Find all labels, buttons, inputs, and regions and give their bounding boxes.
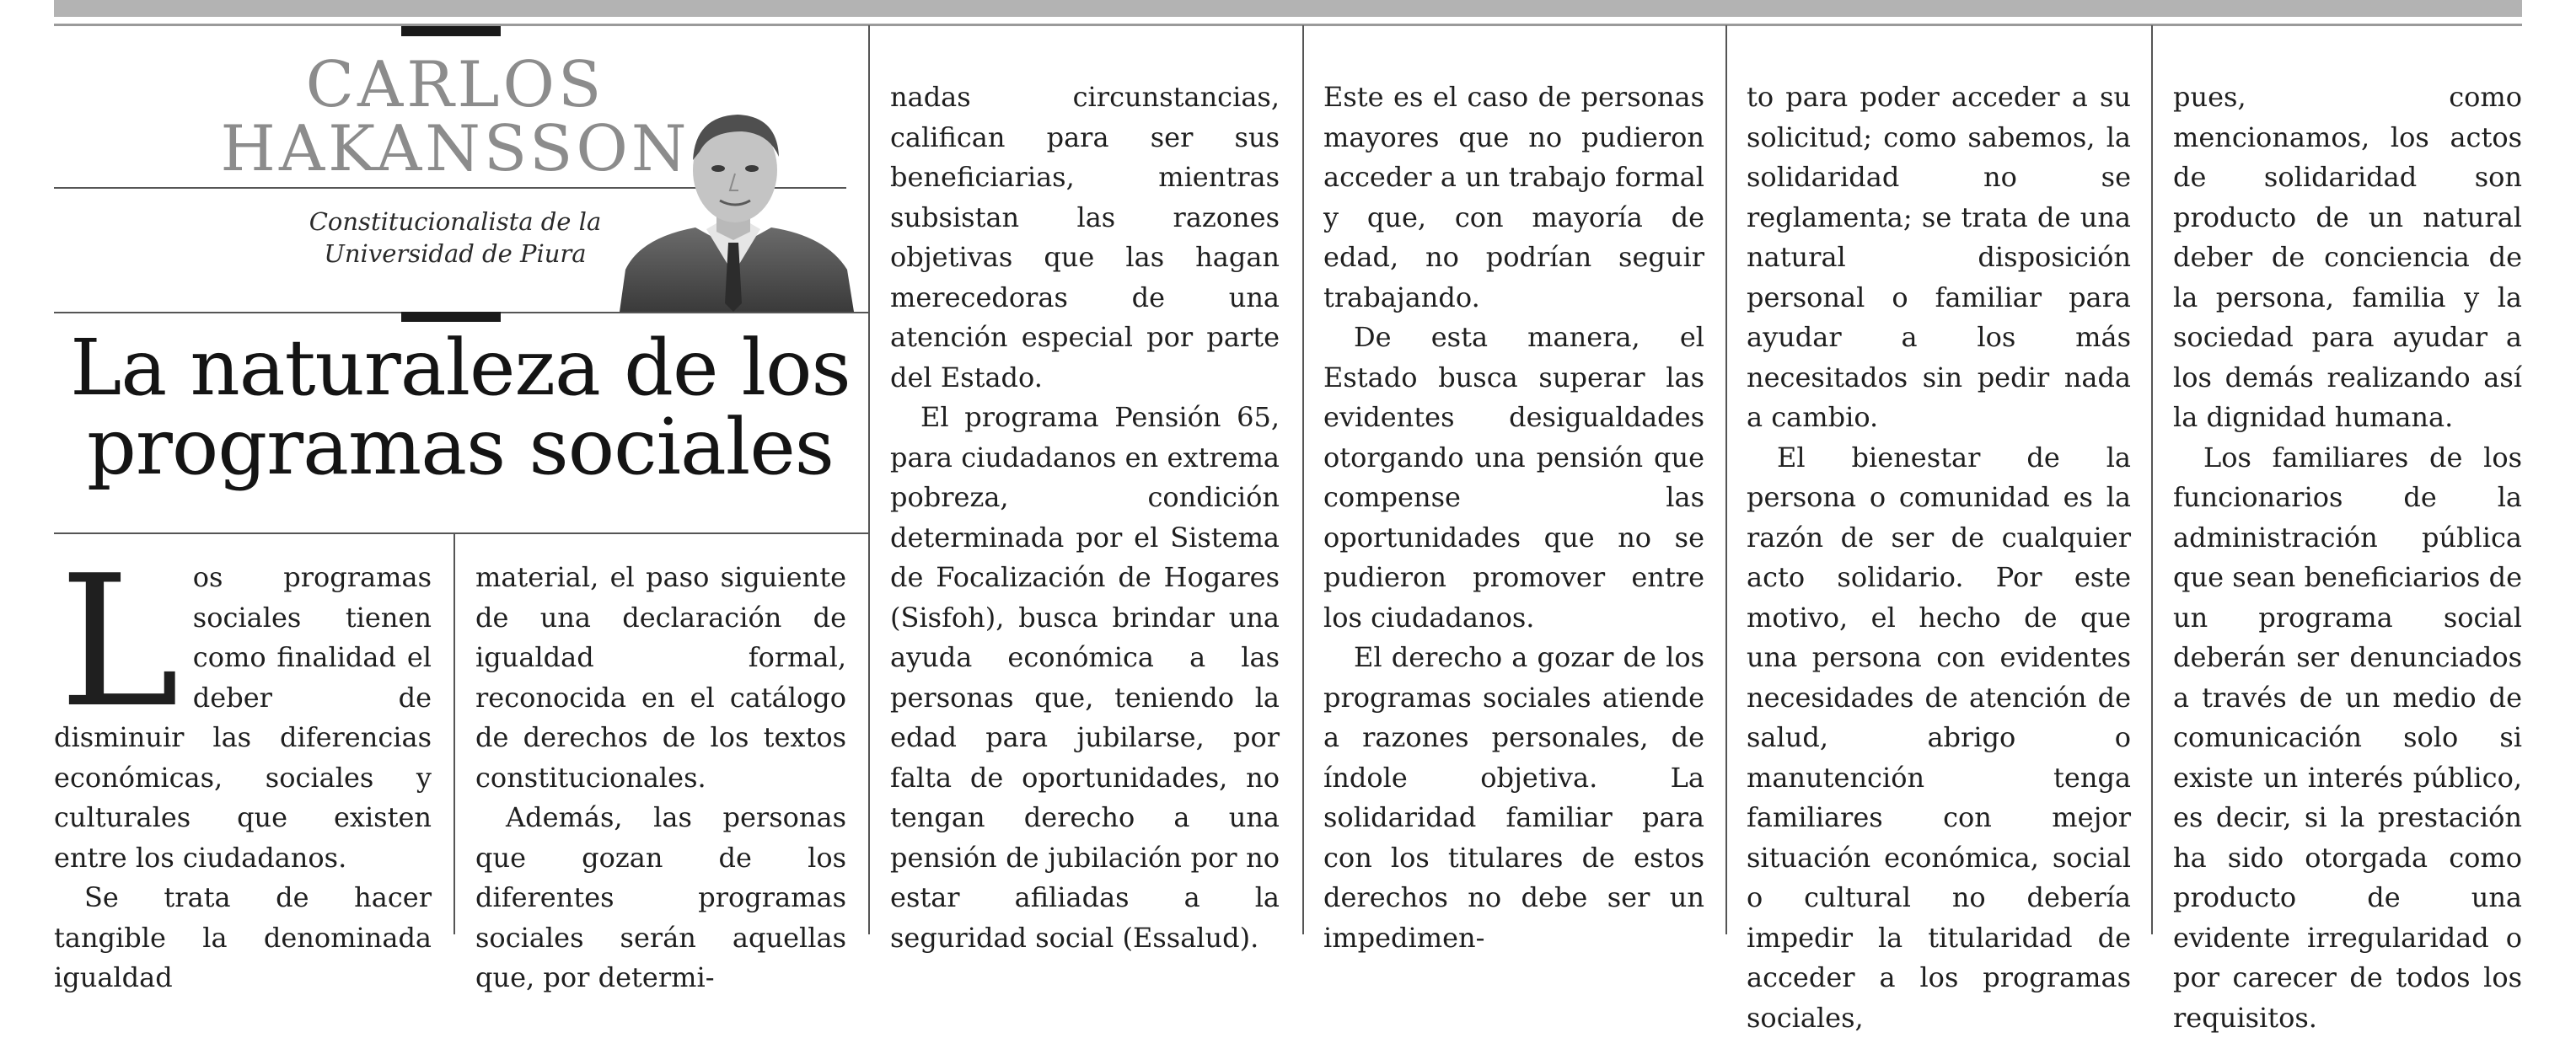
article-paragraph: De esta manera, el Estado busca superar las evidentes desigualdades otorgando una pensión que compense las oportunidades que no se pudieron promover entre los ciudadanos. — [1323, 318, 1704, 638]
headline — [56, 329, 865, 487]
article-paragraph: Se trata de hacer tangible la denominada igualdad — [54, 878, 432, 998]
author-first-name: CARLOS — [202, 52, 708, 116]
column-divider — [868, 25, 870, 934]
author-photo — [615, 101, 856, 312]
article-paragraph: to para poder acceder a su solicitud; como sabemos, la solidaridad no se reglamenta; se trata de una natural disposición personal o familiar para ayudar a los más necesitados sin pedir nada a cambio. — [1747, 78, 2131, 438]
column-divider — [1725, 25, 1727, 934]
top-accent-tick — [401, 26, 501, 36]
column-divider — [1302, 25, 1304, 934]
mid-accent-tick — [401, 312, 501, 322]
author-role-line2: Universidad de Piura — [253, 238, 657, 270]
column-divider — [453, 532, 455, 934]
article-column-2 — [475, 558, 846, 998]
headline-line1: La naturaleza de los — [56, 329, 865, 408]
article-paragraph: Además, las personas que gozan de los diferentes programas sociales serán aquellas que, por determi- — [475, 798, 846, 998]
article-column-6 — [2173, 78, 2522, 1038]
article-paragraph: pues, como mencionamos, los actos de solidaridad son producto de un natural deber de conciencia de la persona, familia y la sociedad para ayudar a los demás realizando así la dignidad humana. — [2173, 78, 2522, 438]
author-role — [253, 206, 657, 270]
article-paragraph: nadas circunstancias, califican para ser sus beneficiarias, mientras subsistan las razones objetivas que las hagan merecedoras de una atención especial por parte del Estado. — [890, 78, 1280, 398]
column-divider — [2151, 25, 2153, 934]
article-paragraph: El programa Pensión 65, para ciudadanos en extrema pobreza, condición determinada por el Sistema de Focalización de Hogares (Sisfoh), busca brindar una ayuda económica a las personas que, teniendo la edad para jubilarse, por falta de oportunidades, no tengan derecho a una pensión de jubilación por no estar afiliadas a la seguridad social (Essalud). — [890, 398, 1280, 958]
top-rule-bar — [54, 0, 2522, 17]
headline-line2: programas sociales — [56, 408, 865, 487]
article-column-5 — [1747, 78, 2131, 1038]
article-column-4 — [1323, 78, 1704, 958]
article-paragraph: El derecho a gozar de los programas sociales atiende a razones personales, de índole objetiva. La solidaridad familiar para con los titulares de estos derechos no debe ser un impedimen- — [1323, 638, 1704, 958]
author-role-line1: Constitucionalista de la — [253, 206, 657, 238]
article-paragraph: os programas sociales tienen como finalidad el deber de disminuir las diferencias económicas, sociales y culturales que existen entre los ciudadanos. — [54, 558, 432, 878]
article-paragraph: El bienestar de la persona o comunidad es la razón de ser de cualquier acto solidario. Por este motivo, el hecho de que una persona con evidentes necesidades de atención de salud, abrigo o manutención tenga familiares con mejor situación económica, social o cultural no debería impedir la titularidad de acceder a los programas sociales, — [1747, 438, 2131, 1038]
article-paragraph: Los familiares de los funcionarios de la administración pública que sean beneficiarios de un programa social deberán ser denunciados a través de un medio de comunicación solo si existe un interés público, es decir, si la prestación ha sido otorgada como producto de una evidente irregularidad o por carecer de todos los requisitos. — [2173, 438, 2522, 1038]
article-paragraph: material, el paso siguiente de una declaración de igualdad formal, reconocida en el catálogo de derechos de los textos constitucionales. — [475, 558, 846, 798]
author-last-name: HAKANSSON — [202, 116, 708, 180]
article-column-1 — [54, 558, 432, 998]
article-column-3 — [890, 78, 1280, 958]
drop-cap: L — [59, 575, 180, 709]
article-paragraph: Este es el caso de personas mayores que no pudieron acceder a un trabajo formal y que, con mayoría de edad, no podrían seguir trabajando. — [1323, 78, 1704, 318]
headline-bottom-rule — [54, 532, 868, 534]
